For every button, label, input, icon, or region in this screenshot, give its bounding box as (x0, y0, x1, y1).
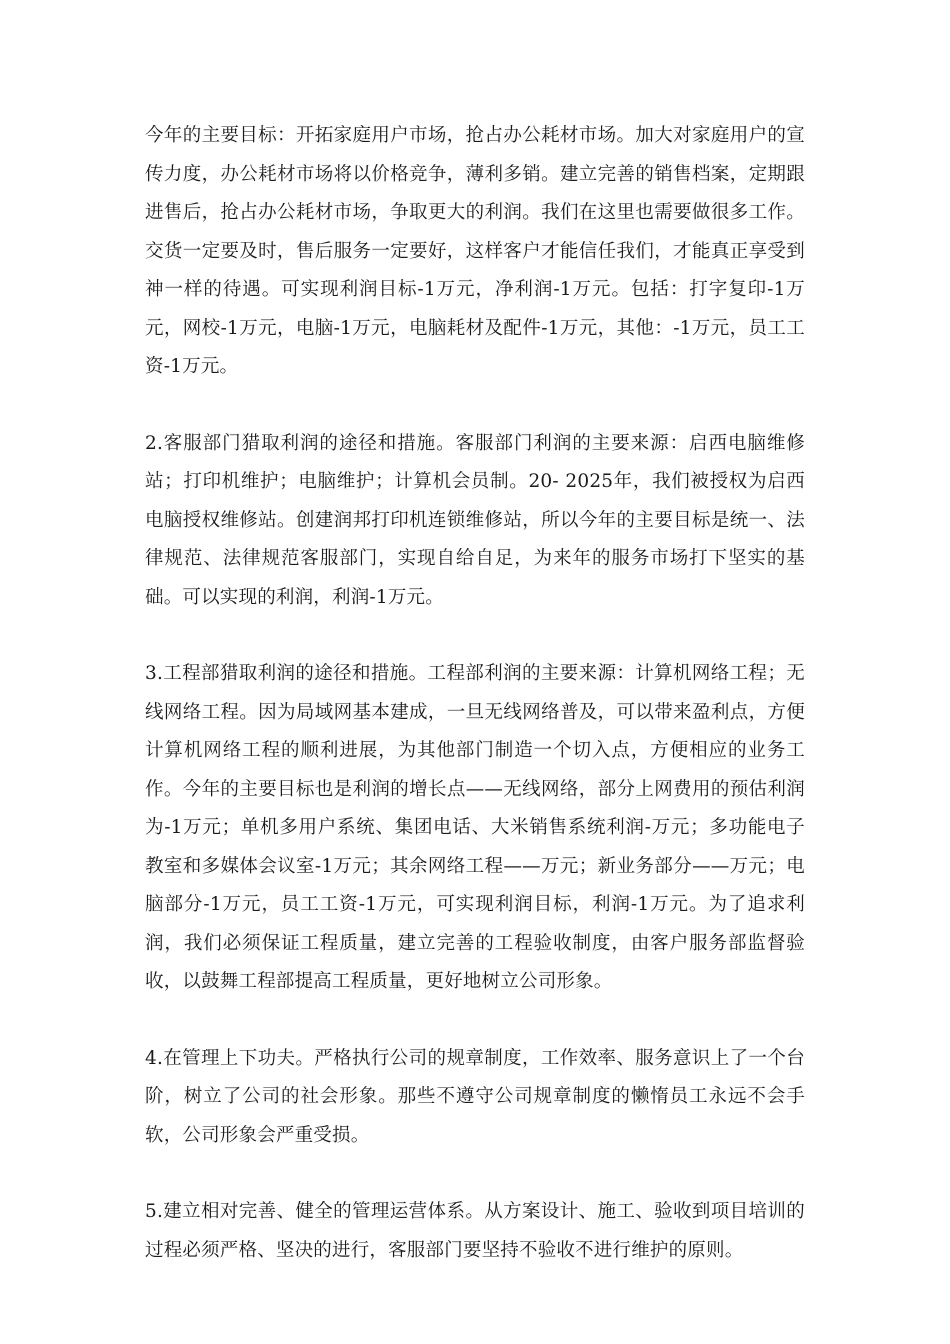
paragraph-customer-service: 2.客服部门猎取利润的途径和措施。客服部门利润的主要来源：启西电脑维修站；打印机维护；电脑维护；计算机会员制。20- 2025年，我们被授权为启西电脑授权维修站。创建润邦打印机连锁维修站，所以今年的主要目标是统一、法律规范、法律规范客服部门，实现自给自足，为来年的服务市场打下坚实的基础。可以实现的利润，利润-1万元。 (145, 432, 805, 608)
paragraph-engineering: 3.工程部猎取利润的途径和措施。工程部利润的主要来源：计算机网络工程；无线网络工程。因为局域网基本建成，一旦无线网络普及，可以带来盈利点，方便计算机网络工程的顺利进展，为其他部门制造一个切入点，方便相应的业务工作。今年的主要目标也是利润的增长点——无线网络，部分上网费用的预估利润为-1万元；单机多用户系统、集团电话、大米销售系统利润-万元；多功能电子教室和多媒体会议室-1万元；其余网络工程——万元；新业务部分——万元；电脑部分-1万元，员工工资-1万元，可实现利润目标，利润-1万元。为了追求利润，我们必须保证工程质量，建立完善的工程验收制度，由客户服务部监督验收，以鼓舞工程部提高工程质量，更好地树立公司形象。 (145, 663, 805, 992)
paragraph-operations-system: 5.建立相对完善、健全的管理运营体系。从方案设计、施工、验收到项目培训的过程必须严格、坚决的进行，客服部门要坚持不验收不进行维护的原则。 (145, 1201, 805, 1261)
paragraph-sales-goals: 今年的主要目标：开拓家庭用户市场，抢占办公耗材市场。加大对家庭用户的宣传力度，办公耗材市场将以价格竞争，薄利多销。建立完善的销售档案，定期跟进售后，抢占办公耗材市场，争取更大的利润。我们在这里也需要做很多工作。交货一定要及时，售后服务一定要好，这样客户才能信任我们，才能真正享受到神一样的待遇。可实现利润目标-1万元，净利润-1万元。包括：打字复印-1万元，网校-1万元，电脑-1万元，电脑耗材及配件-1万元，其他：-1万元，员工工资-1万元。 (145, 125, 805, 377)
document-body (145, 117, 805, 1308)
paragraph-management: 4.在管理上下功夫。严格执行公司的规章制度，工作效率、服务意识上了一个台阶，树立了公司的社会形象。那些不遵守公司规章制度的懒惰员工永远不会手软，公司形象会严重受损。 (145, 1047, 805, 1146)
